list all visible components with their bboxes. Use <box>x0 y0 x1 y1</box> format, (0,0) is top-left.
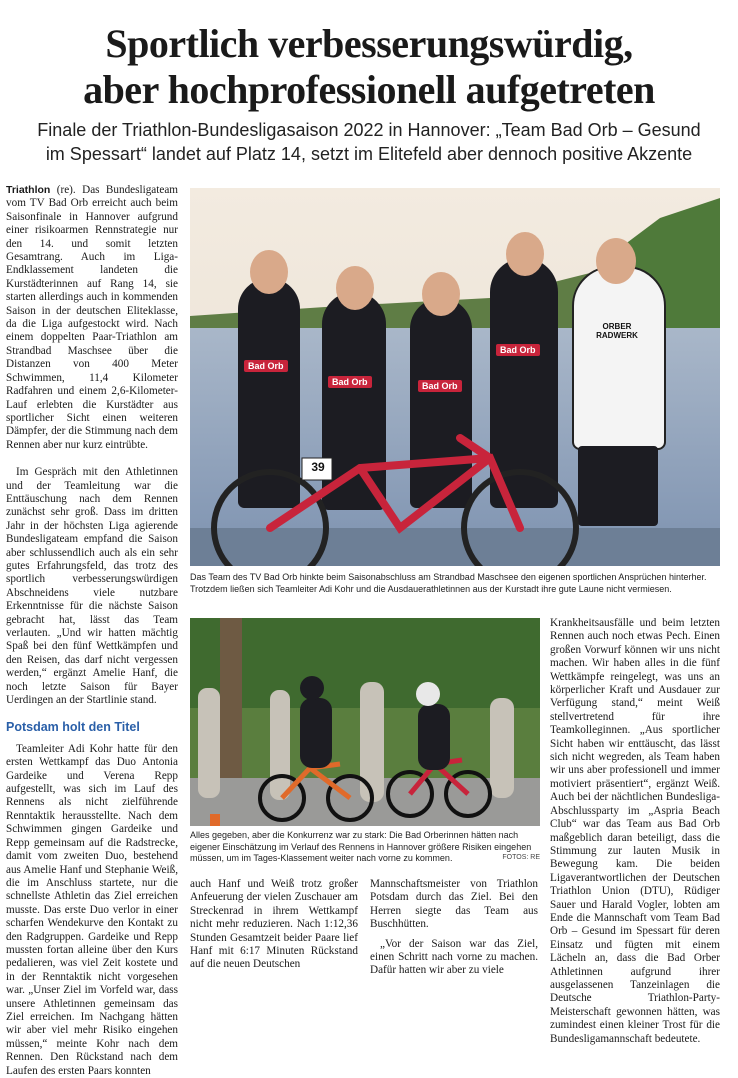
shirt-print: ORBER RADWERK <box>596 322 638 340</box>
headline-line-2: aber hochprofessionell aufgetreten <box>83 67 655 112</box>
lead-label: Triathlon <box>6 184 51 196</box>
article-column-3-quote: „Vor der Saison war das Ziel, einen Schritt nach vorne zu machen. Dafür hatten wir aber zu viele <box>370 937 538 977</box>
article-column-1 <box>6 184 178 1078</box>
lead-author: (re). <box>56 184 76 196</box>
article-column-4 <box>550 617 720 1046</box>
article-paragraph-1: Das Bundesligateam vom TV Bad Orb erreicht auch beim Saisonfinale in Hannover aufgrund einer risikoarmen Rennstrategie nur den 14. und somit letzten Gesamtrang. Auch im Liga-Endklassement landeten die Kurstädterinnen auf Rang 14, sie starten allerdings auch in kommenden Saison in der deutschen Eliteklasse, da die Liga aufgestockt wird. Nach einem doppelten Paar-Triathlon am Strandbad Maschsee über die Distanzen von 400 Meter Schwimmen, 11,4 Kilometer Radfahren und einem 2,6-Kilometer-Lauf erlebten die Kurstädter aus sportlicher Sicht einen weiteren Dämpfer, der die Stimmung nach dem Rennen aber nur kurz eintrübte. <box>6 184 178 451</box>
race-number: 39 <box>311 460 325 474</box>
photo-credit: FOTOS: RE <box>502 854 540 861</box>
article-paragraph-2: Im Gespräch mit den Athletinnen und der Teamleitung war die Enttäuschung nach dem Rennen zunächst sehr groß. Dass im dritten Jahr in der höchsten Liga agierende Bundesligateam empfand die Saison aber schlussendlich auch als ein sehr gutes Erfahrungsfeld, das trotz des sportlich verbesserungswürdigen Abschneidens viele nutzbare Erkenntnisse für die nächste Saison gebracht hat, lässt das Team verlauten. „Und wir hatten mächtig Spaß bei den fünf Wettkämpfen und den Reisen, das darf nicht vergessen werden,“ ergänzt Amelie Hanf, die noch letzte Saison für Bayer Uerdingen an der Startlinie stand. <box>6 466 178 707</box>
article-column-3 <box>370 878 538 978</box>
bike-illustration <box>190 188 720 566</box>
article-column-3-text: Mannschaftsmeister von Triathlon Potsdam durch das Ziel. Bei den Herren siegte das Team aus Buschhütten. <box>370 878 538 931</box>
subheadline <box>0 118 738 166</box>
headline-line-1: Sportlich verbesserungswürdig, <box>105 21 633 66</box>
kit-label-3: Bad Orb <box>418 380 462 392</box>
article-column-2 <box>190 878 358 972</box>
kit-label-2: Bad Orb <box>328 376 372 388</box>
section-heading: Potsdam holt den Titel <box>6 720 140 735</box>
race-photo-scene <box>190 618 540 826</box>
subheadline-line-1: Finale der Triathlon-Bundesligasaison 2022 in Hannover: „Team Bad Orb – Gesund <box>37 120 701 140</box>
article-column-2-text: auch Hanf und Weiß trotz großer Anfeuerung der vielen Zuschauer am Streckenrad in ihrem Wettkampf nicht mehr reduzieren. Nach 1:12,36 Stunden Gesamtzeit beider Paare lief Hanf mit 6:17 Minuten Rückstand auf die neuen Deutschen <box>190 878 358 971</box>
article-column-4-text: Krankheitsausfälle und beim letzten Rennen auch noch etwas Pech. Einen großen Vorwurf können wir uns nicht machen. Wir haben alles in die fünf Wettkämpfe reingelegt, was uns an körperlicher Kraft und Ausdauer zur Verfügung stand,“ meint Weiß stellvertretend für ihre Teamkolleginnen. „Aus sportlicher Sicht haben wir enttäuscht, das lässt sich nicht wegreden, als Team haben wir uns aber professionell und immer motiviert präsentiert“, ergänzt Weiß. Auch bei der nächtlichen Bundesliga-Abschlussparty im „Aspria Beach Club“ war das Team aus Bad Orb maßgeblich daran beteiligt, dass die Stimmung zur lauten Musik in Bewegung kam. Die beiden Ligaverantwortlichen der Deutschen Triathlon Union (DTU), Rüdiger Sauer und Harald Vogler, lobten am Ende die Mannschaft vom Team Bad Orb – Gesund im Spessart für deren Einsatz und fügten mit einem Lächeln an, dass die Bad Orber Athletinnen aufgrund ihrer ausgelassenen Tanzeinlagen die Deutsche Triathlon-Party-Meisterschaft gewonnen hätten, was zumindest einen kleiner Trost für die Bundesligamannschaft bedeutete. <box>550 617 720 1045</box>
subheadline-line-2: im Spessart“ landet auf Platz 14, setzt im Elitefeld aber dennoch positive Akzente <box>45 144 693 164</box>
kit-label-4: Bad Orb <box>496 344 540 356</box>
article-paragraph-3: Teamleiter Adi Kohr hatte für den ersten Wettkampf das Duo Antonia Gardeike und Verena Repp aufgestellt, was sich im Lauf des Rennens als nicht zielführende Renntaktik herausstellte. Nach dem Schwimmen gingen Gardeike und Repp gemeinsam auf die Radstrecke, damit vom zweiten Duo, bestehend aus Amelie Hanf und Stephanie Weiß, die im Anschluss startete, nur die schnellste Athletin das Ziel erreichen musste. Das erste Duo verlor in einer scharfen Wendekurve den Kontakt zu den Radgruppen. Gardeike und Repp mussten fortan alleine über den Kurs pedalieren, was viel Zeit kostete und in der Renntaktik nicht vorgesehen war. „Unser Ziel im Vorfeld war, dass unsere Athletinnen gemeinsam das Ziel erreichen. Im Nachgang hätten wir aber viel mehr Risiko eingehen müssen,“ meinte Kohr nach dem Rennen. Den Rückstand nach dem Laufen des ersten Paars konnten <box>6 742 178 1077</box>
kit-label-1: Bad Orb <box>244 360 288 372</box>
team-photo <box>190 188 720 566</box>
photo-caption-1: Das Team des TV Bad Orb hinkte beim Saisonabschluss am Strandbad Maschsee den eigenen sportlichen Ansprüchen hinterher. Trotzdem ließen sich Teamleiter Adi Kohr und die Ausdauerathletinnen aus der Kurstadt ihre gute Laune nicht vermiesen. <box>190 572 707 594</box>
race-photo <box>190 618 540 826</box>
photo-caption-2: Alles gegeben, aber die Konkurrenz war zu stark: Die Bad Orberinnen hätten nach eigener Einschätzung im Verlauf des Rennens in Hannover größere Risiken eingehen müssen, um im Tages-Klassement weiter nach vorne zu kommen. <box>190 830 532 863</box>
